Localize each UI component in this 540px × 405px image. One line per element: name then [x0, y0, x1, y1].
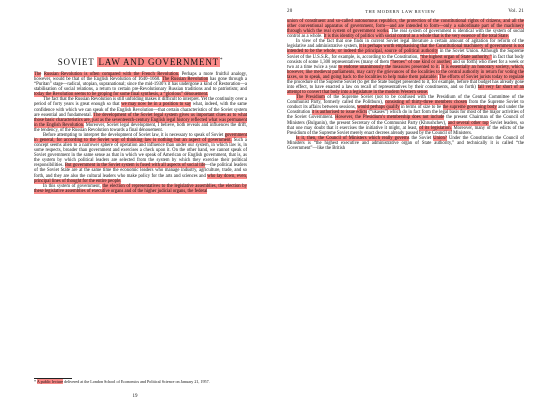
body-text: the Soviet: [409, 135, 434, 141]
highlighted-text: But government in the Soviet system is fused with all aspects of social life: [64, 163, 206, 169]
body-text: and so forth) who meet for a week or two at a time twice a year: [287, 59, 524, 70]
paragraph: [287, 95, 524, 136]
body-text: from the Supreme Soviet to conduct its affairs between sessions,: [287, 100, 524, 111]
highlighted-text: However, the Presidium’s membership does not include: [335, 115, 445, 121]
paragraph: [34, 133, 247, 184]
highlighted-text: we may now be in a position to say: [121, 102, 192, 108]
highlighted-text: It is this identity of politics with social control as a whole that is the very essence of the total State.: [323, 34, 509, 40]
highlighted-text: consisting of thirty-three members chosen: [384, 100, 468, 106]
left-body-text: [34, 72, 247, 194]
highlighted-text: Union?: [433, 135, 447, 141]
highlighted-text: Russian Revolution is often compared with the French Revolution.: [43, 72, 180, 77]
body-text: —the political leaders of the Soviet State are at the same time the economic leaders who manage industry, agriculture, trade, and so forth, and they are also the cultural leaders who make policy for the arts and sciences and: [34, 163, 247, 179]
right-page: [270, 0, 540, 405]
paragraph: [287, 39, 524, 95]
body-text: in terms of size to be: [399, 105, 443, 111]
paragraph: [34, 97, 247, 133]
header-page-number: 20: [287, 9, 293, 14]
article-title-highlight: LAW AND GOVERNMENT: [98, 57, 219, 67]
highlighted-text: “the highest organ of State authority,”: [419, 54, 492, 60]
body-text: Moreover, Soviet legal development, I believe, both reveals and influences the drift, the tendency, of the Russian Revolution towards a final dénouement.: [34, 122, 248, 133]
highlighted-text: to endorse unanimously the measures presented to it.: [338, 64, 440, 70]
highlighted-text: The Presidium: [296, 95, 325, 101]
highlighted-text: union of constituent and so-called autonomous republics, the protection of the constitutional rights of citizens, and all the other conventional apparatus of government, form—and are intended to form—only a subordinate part of the machinery through which the real system of government works.: [287, 19, 524, 35]
body-text: Soviet leaders, so that one may doubt that it exercises the initiative it might, at least,: [287, 120, 525, 131]
body-text: In view of the fact that one finds in current Soviet legal literature a certain amount of agitation for reform of the legislative and administrative system,: [287, 39, 524, 50]
paragraph: [287, 136, 524, 151]
highlighted-text: The: [34, 72, 42, 77]
highlighted-text: the supreme governing body: [442, 105, 497, 111]
highlighted-text: government in general, for according to the Soviet way of thinking law is nothing but an aspect of government.: [34, 132, 247, 144]
article-title: [34, 57, 247, 67]
highlighted-text: it is authorised to issue edicts: [311, 110, 368, 116]
highlighted-text: “heroes” of one kind or another,: [390, 59, 452, 65]
body-text: in fact that body consists of some 1,300 representatives (many of them: [287, 54, 525, 65]
body-text: The fact that the Russian Revolution is still unfolding makes it difficult to interpret. Yet the continuity over a period of forty years is great enough so that: [34, 97, 247, 108]
footnote: * A public lecture delivered at the London School of Economics and Political Science on January 21, 1957.: [34, 379, 210, 384]
journal-title: THE MODERN LAW REVIEW: [365, 9, 436, 14]
body-text: Under the Constitution the Council of Ministers is “the highest executive and administrative organ of State authority,” and technically it is called “the Government”—like the British: [287, 135, 524, 151]
highlighted-text: and several other top: [447, 120, 489, 126]
highlighted-text: fall very far short of an attempt to convert that body into a legislature in the modern Western sense.: [287, 85, 524, 96]
highlighted-text: the election of representatives to the legislative assemblies, the election by these legislative assemblies of executive organs and of the higher judicial organs, the federal: [34, 183, 247, 194]
highlighted-text: it is perhaps worth emphasising that the Constitutional machinery of government is not intended to be the whole, or indeed the principal, source of political authority: [287, 44, 524, 55]
running-header: [287, 9, 524, 14]
title-footnote-mark: *: [219, 58, 224, 63]
body-text: Perhaps a more fruitful analogy, however, would be that of the English Revolution of 1640–1660.: [34, 72, 248, 83]
article-title-plain: SOVIET: [57, 57, 95, 67]
highlighted-text: The development of the Soviet legal system gives us important clues as to what those basic characteristics are, just as the seventeenth-century English legal history reflected what was permanent in the English Revolution.: [34, 112, 247, 128]
volume-label: Vol. 21: [508, 9, 524, 14]
highlighted-text: Is it, then, the Council of Ministers which really governs: [296, 135, 410, 141]
body-text: Moreover, many of the edicts of the Presidium of the Supreme Soviet merely enact decrees already passed by the Council of Ministers.: [287, 125, 524, 136]
highlighted-text: would perhaps qualify: [357, 105, 400, 111]
footnote-text: delivered at the London School of Economics and Political Science on January 21, 1957.: [63, 379, 210, 384]
body-text: Such a concept seems alien to a narrower sphere of operation and influence than under our system, in which law is, in some respects, broader than government and exercises a check upon it. On the other hand, we cannot speak of Soviet government in the same sense as that in which we speak of American or English government, that is, as the system by which political leaders are selected from the system by which they exercise their political responsibilities.: [34, 138, 247, 169]
body-text: has gone through a “Puritan” stage—radical, utopian, supranational; since the mid-1930’s it has undergone a kind of Restoration—a stabilisation of social relations, a return to certain pre-Revolutionary Russian traditions and to patriotism; and: [34, 77, 247, 93]
body-text: In this system of government,: [43, 183, 103, 189]
body-text: (“ukases”) which do in fact form the legal basis for most of the major activities of the Soviet Government.: [287, 110, 525, 121]
body-text: in the Soviet Union. Although the Supreme Soviet of the U.S.S.R., for example, is, according to the Constitution,: [287, 49, 524, 60]
highlighted-text: It is essentially an honorary society, which, however, like medieval parliaments, may carry the grievances of the localities to the central authority in return for voting the taxes, so to speak, and going back to the localities to help make them palatable.: [287, 64, 525, 80]
paragraph: [34, 184, 247, 194]
right-body-text: [287, 19, 524, 151]
paragraph: [287, 19, 524, 39]
body-text: and under the Constitution: [287, 105, 525, 116]
highlighted-text: The Russian Revolution: [161, 77, 209, 83]
body-text: Before attempting to interpret the development of Soviet law, it is necessary to speak of Soviet: [43, 132, 225, 138]
highlighted-text: who lay down, even, principal lines of thought for the entire people.: [34, 173, 247, 184]
highlighted-text: The efforts of Soviet jurists today to regulate: [438, 74, 525, 80]
body-text: what, indeed, with the same confidence with which we can speak of the English Revolution—that certain characteristics of the Soviet system are essential and fundamental.: [34, 102, 247, 118]
highlighted-text: of its legislation.: [419, 125, 452, 131]
footnote-highlight: A public lecture: [36, 379, 64, 384]
body-text: the procedure of the Supreme Soviet (to get the State budget presented to it, for example, before that budget has already gone into effect, to have enacted a law on recall of representatives by their constituents, and so forth): [287, 79, 524, 91]
body-text: the present Chairman of the Council of Ministers (Bulganin), the present Secretary of the Communist Party (Khrushchev),: [287, 115, 524, 126]
body-text: of the Supreme Soviet (not to be confused with the Presidium of the Central Committee of the Communist Party, formerly called the Politburo),: [287, 95, 524, 106]
body-text: The real system of government is identical with the system of social control as a whole.: [287, 29, 525, 40]
paragraph: [34, 72, 247, 97]
page-number: 19: [132, 394, 138, 399]
highlighted-text: today the Revolution seems to be groping for some final synthesis, a “glorious” dénouement.: [34, 92, 209, 98]
